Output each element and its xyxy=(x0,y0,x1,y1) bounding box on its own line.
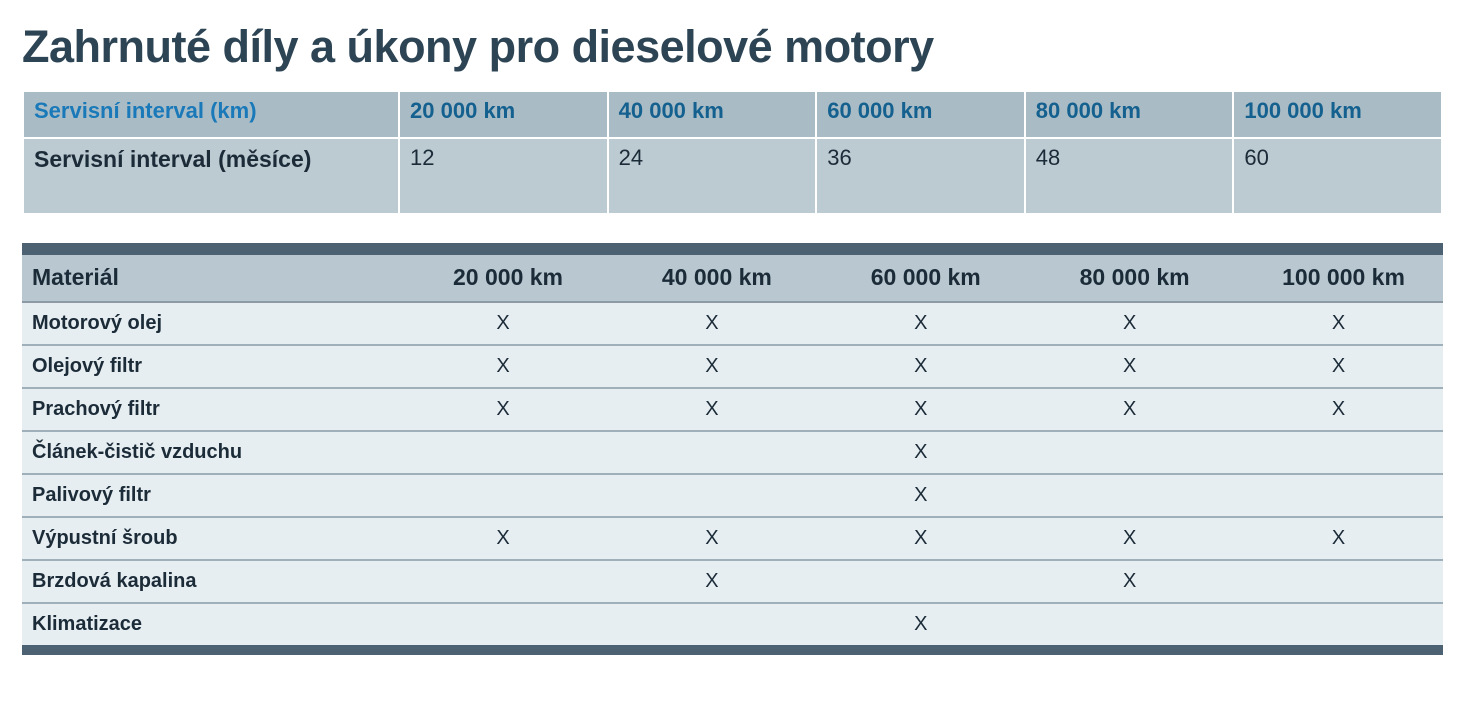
material-table-wrapper xyxy=(22,243,1443,655)
material-cell-mark: X xyxy=(1234,302,1443,345)
material-cell-mark: X xyxy=(816,302,1025,345)
table-row xyxy=(22,388,1443,431)
material-cell-mark xyxy=(399,474,608,517)
material-row-label: Palivový filtr xyxy=(22,474,399,517)
material-table-bottom-bar xyxy=(22,645,1443,655)
material-cell-mark: X xyxy=(607,517,816,560)
material-header-20000: 20 000 km xyxy=(399,255,608,302)
interval-months-20000: 12 xyxy=(399,138,608,214)
material-cell-mark: X xyxy=(399,345,608,388)
page-title: Zahrnuté díly a úkony pro dieselové motory xyxy=(22,21,934,72)
material-cell-mark xyxy=(816,560,1025,603)
interval-header-60000: 60 000 km xyxy=(816,91,1025,138)
material-cell-mark: X xyxy=(607,388,816,431)
material-header-40000: 40 000 km xyxy=(607,255,816,302)
table-header-row xyxy=(22,255,1443,302)
table-row xyxy=(22,302,1443,345)
interval-months-40000: 24 xyxy=(608,138,817,214)
material-cell-mark xyxy=(607,474,816,517)
material-row-label: Klimatizace xyxy=(22,603,399,645)
material-cell-mark: X xyxy=(399,388,608,431)
table-row xyxy=(22,345,1443,388)
material-cell-mark xyxy=(399,560,608,603)
material-cell-mark xyxy=(1234,431,1443,474)
interval-header-40000: 40 000 km xyxy=(608,91,817,138)
material-cell-mark: X xyxy=(1025,560,1234,603)
material-cell-mark: X xyxy=(1025,517,1234,560)
material-row-label: Olejový filtr xyxy=(22,345,399,388)
material-row-label: Brzdová kapalina xyxy=(22,560,399,603)
interval-months-60000: 36 xyxy=(816,138,1025,214)
material-cell-mark: X xyxy=(816,517,1025,560)
table-row xyxy=(22,474,1443,517)
material-row-label: Článek-čistič vzduchu xyxy=(22,431,399,474)
table-row xyxy=(22,603,1443,645)
material-cell-mark xyxy=(1025,474,1234,517)
material-cell-mark: X xyxy=(607,345,816,388)
table-row xyxy=(22,517,1443,560)
material-header-label: Materiál xyxy=(22,255,399,302)
material-row-label: Prachový filtr xyxy=(22,388,399,431)
material-cell-mark: X xyxy=(399,302,608,345)
table-header-row xyxy=(23,91,1442,138)
material-table-top-bar xyxy=(22,243,1443,255)
material-cell-mark xyxy=(607,431,816,474)
material-cell-mark: X xyxy=(816,603,1025,645)
material-cell-mark: X xyxy=(1025,388,1234,431)
material-row-label: Motorový olej xyxy=(22,302,399,345)
material-cell-mark xyxy=(1234,603,1443,645)
material-header-80000: 80 000 km xyxy=(1025,255,1234,302)
material-cell-mark xyxy=(1234,474,1443,517)
material-cell-mark: X xyxy=(1234,517,1443,560)
material-cell-mark xyxy=(399,431,608,474)
material-cell-mark: X xyxy=(1234,345,1443,388)
material-cell-mark xyxy=(607,603,816,645)
material-cell-mark xyxy=(399,603,608,645)
material-cell-mark: X xyxy=(816,474,1025,517)
material-header-60000: 60 000 km xyxy=(816,255,1025,302)
material-cell-mark: X xyxy=(399,517,608,560)
table-row xyxy=(23,138,1442,214)
table-row xyxy=(22,560,1443,603)
service-interval-table xyxy=(22,90,1443,215)
table-row xyxy=(22,431,1443,474)
material-cell-mark xyxy=(1025,431,1234,474)
material-row-label: Výpustní šroub xyxy=(22,517,399,560)
interval-header-20000: 20 000 km xyxy=(399,91,608,138)
material-cell-mark xyxy=(1234,560,1443,603)
material-cell-mark: X xyxy=(816,388,1025,431)
interval-months-100000: 60 xyxy=(1233,138,1442,214)
material-cell-mark xyxy=(1025,603,1234,645)
material-cell-mark: X xyxy=(607,302,816,345)
material-cell-mark: X xyxy=(607,560,816,603)
material-cell-mark: X xyxy=(816,345,1025,388)
interval-months-80000: 48 xyxy=(1025,138,1234,214)
material-cell-mark: X xyxy=(816,431,1025,474)
interval-header-80000: 80 000 km xyxy=(1025,91,1234,138)
interval-months-label: Servisní interval (měsíce) xyxy=(23,138,399,214)
section-spacer xyxy=(22,215,1443,243)
material-table xyxy=(22,255,1443,645)
material-header-100000: 100 000 km xyxy=(1234,255,1443,302)
material-cell-mark: X xyxy=(1025,345,1234,388)
material-cell-mark: X xyxy=(1025,302,1234,345)
material-cell-mark: X xyxy=(1234,388,1443,431)
interval-header-100000: 100 000 km xyxy=(1233,91,1442,138)
interval-header-label: Servisní interval (km) xyxy=(23,91,399,138)
